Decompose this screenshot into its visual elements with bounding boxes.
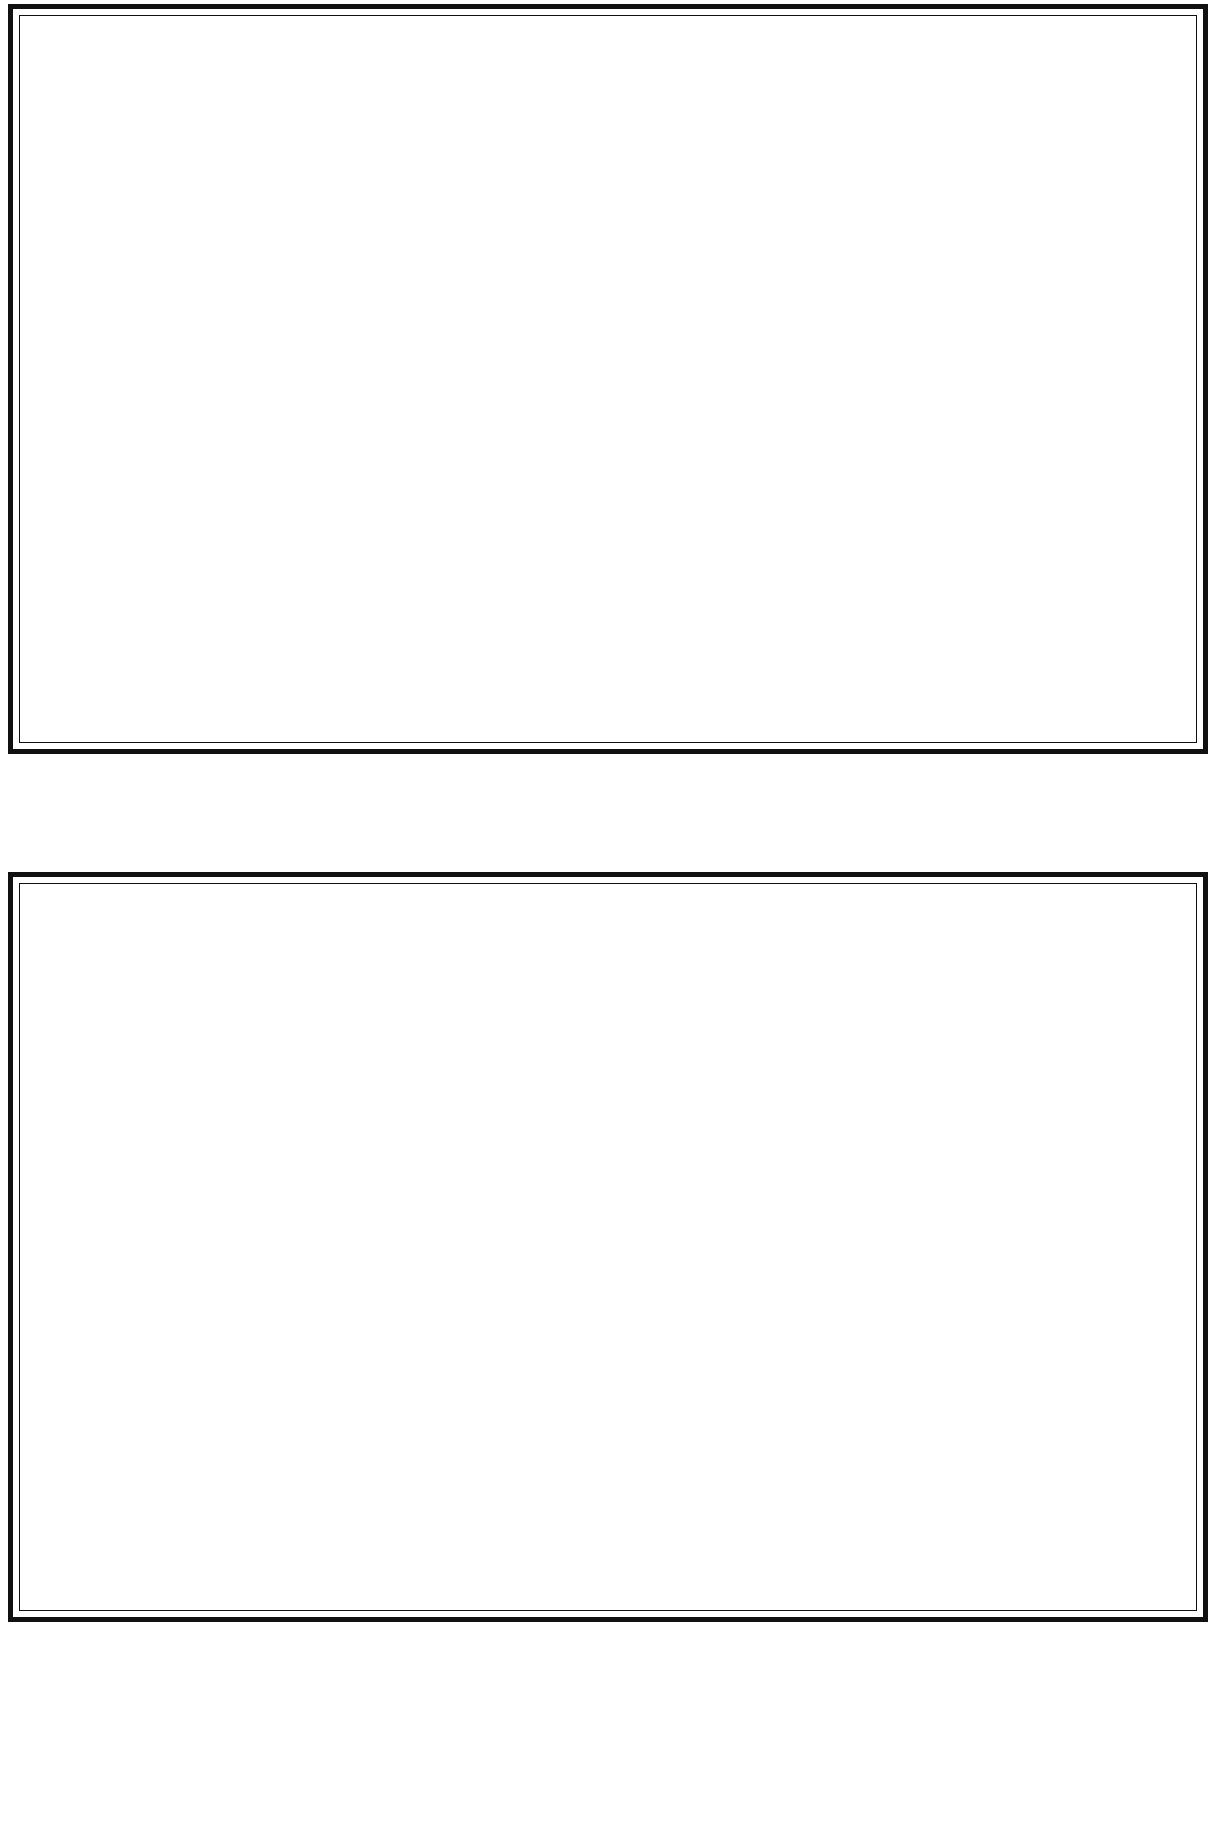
top-page-frame [19,15,1197,743]
bottom-page [8,872,1208,1622]
top-page [8,4,1208,754]
bottom-page-frame [19,883,1197,1611]
